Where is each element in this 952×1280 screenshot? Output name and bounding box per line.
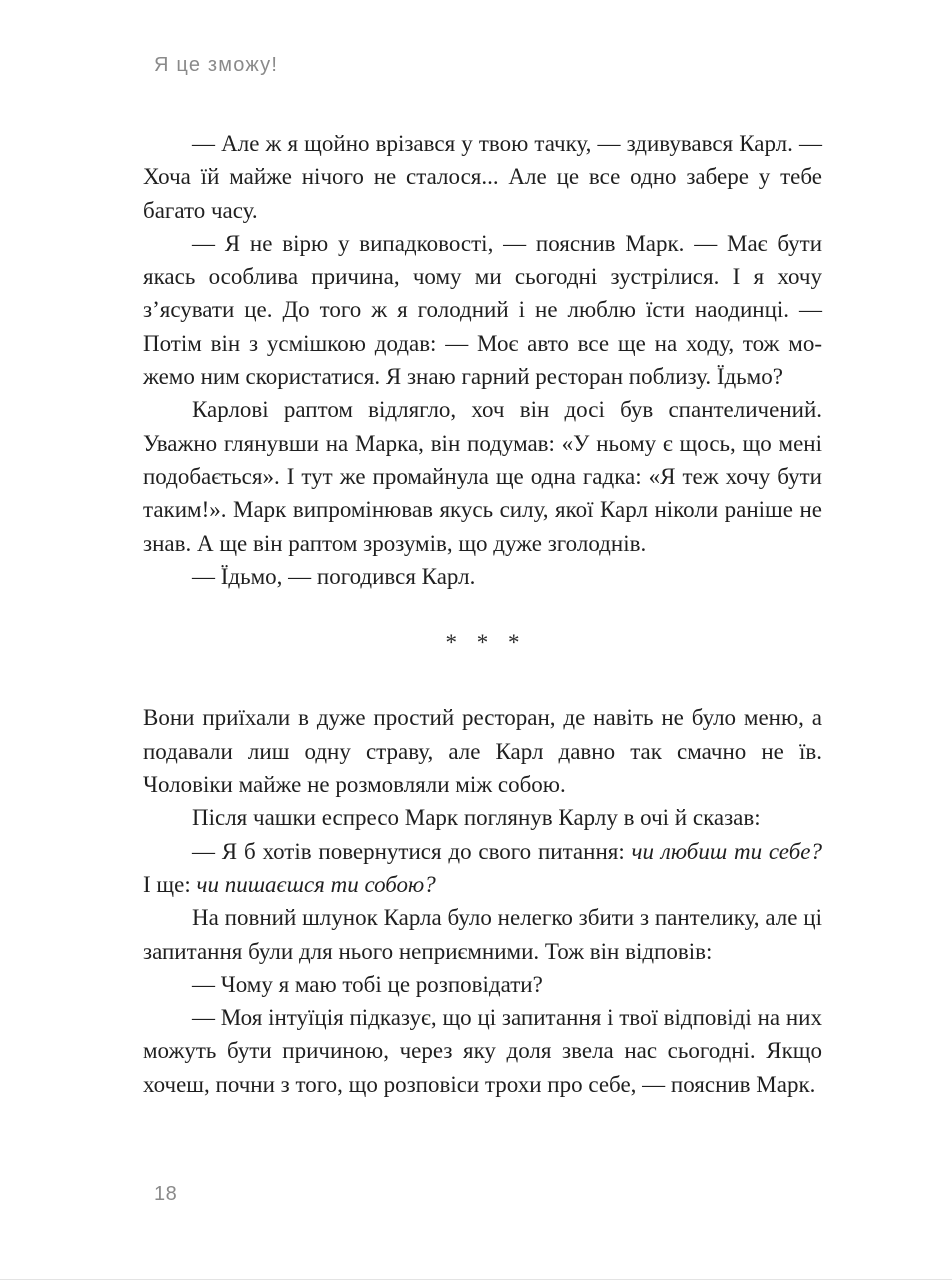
paragraph: Після чашки еспресо Марк поглянув Карлу в очі й сказав: [192,805,761,831]
paragraph: — Я не вірю у випадковості, — пояснив Марк. — Має бути якась особлива причина, чому ми сьогодні зустрілися. І я хочу з’ясувати це. До того ж я голодний і не люблю їсти наодинці. — Потім він з усмішкою додав: — Моє авто все ще на ходу, тож можемо ним скористатися. Я знаю гарний ресторан поблизу. Їдьмо? [143,230,822,390]
paragraph: Вони приїхали в дуже простий ресторан, де навіть не було меню, а подавали лиш одну страву, але Карл давно так смачно не їв. Чоловіки майже не розмовляли між собою. [143,705,822,798]
body-text [143,127,822,1101]
paragraph: — Але ж я щойно врізався у твою тачку, — здивувався Карл. — Хоча їй майже нічого не сталося... Але це все одно забере у тебе багато часу. [143,131,822,223]
paragraph: — Чому я маю тобі це розповідати? [192,971,543,997]
italic-phrase: чи любиш ти себе? [631,838,822,864]
section-separator: * * * [445,630,520,656]
paragraph: — Моя інтуїція підказує, що ці запитання і твої відповіді на них можуть бути причиною, через яку доля звела нас сьогодні. Якщо хочеш, почни з того, що розповіси трохи про себе, — пояснив Марк. [143,1005,822,1097]
paragraph: На повний шлунок Карла було нелегко збити з пантелику, але ці запитання були для нього неприємними. Тож він відповів: [143,905,822,964]
paragraph: — Я б хотів повернутися до свого питання: чи любиш ти себе? І ще: чи пишаєшся ти собою? [143,838,822,897]
paragraph: — Їдьмо, — погодився Карл. [192,563,476,589]
running-head: Я це зможу! [154,54,279,76]
paragraph: Карлові раптом відлягло, хоч він досі був спантеличений. Уважно глянувши на Марка, він подумав: «У ньому є щось, що мені подобається». І тут же промайнула ще одна гадка: «Я теж хочу бути таким!». Марк випромінював якусь силу, якої Карл ніколи раніше не знав. А ще він раптом зрозумів, що дуже зголоднів. [143,397,822,556]
page-number: 18 [154,1183,178,1205]
italic-phrase: чи пишаєшся ти собою? [196,871,436,897]
